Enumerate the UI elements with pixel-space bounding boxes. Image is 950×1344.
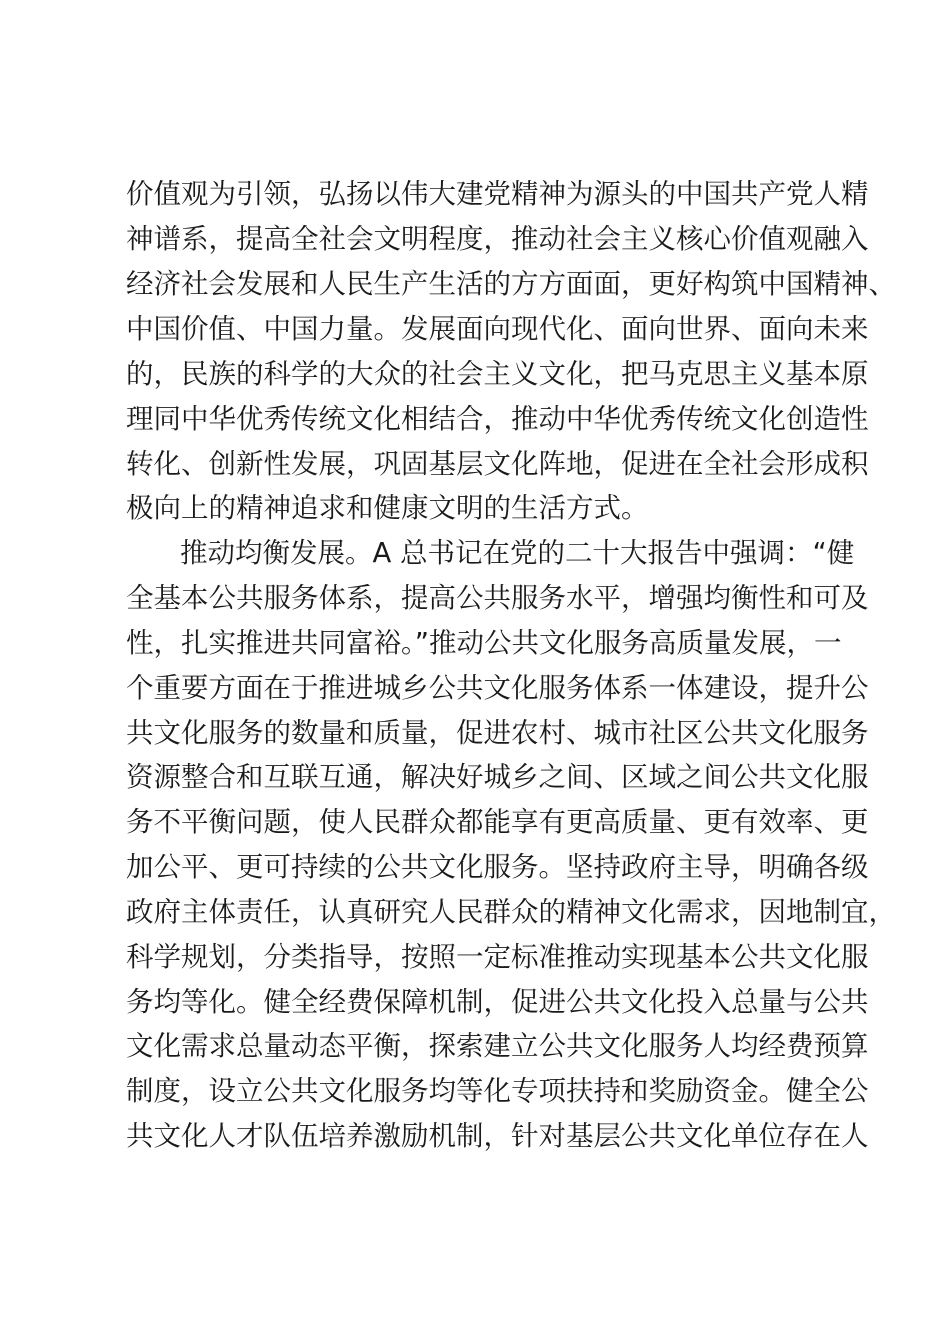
- body-text-line: 政府主体责任，认真研究人民群众的精神文化需求，因地制宜，: [126, 896, 896, 928]
- body-text-line: 共文化人才队伍培养激励机制，针对基层公共文化单位存在人: [126, 1120, 869, 1152]
- body-text-line: 个重要方面在于推进城乡公共文化服务体系一体建设，提升公: [126, 672, 869, 704]
- body-text-line: 文化需求总量动态平衡，探索建立公共文化服务人均经费预算: [126, 1030, 869, 1062]
- body-text-line: 经济社会发展和人民生产生活的方方面面，更好构筑中国精神、: [126, 268, 896, 300]
- body-text-line: 理同中华优秀传统文化相结合，推动中华优秀传统文化创造性: [126, 403, 869, 435]
- body-text-line: 全基本公共服务体系，提高公共服务水平，增强均衡性和可及: [126, 582, 869, 614]
- body-text-line: 务均等化。健全经费保障机制，促进公共文化投入总量与公共: [126, 986, 869, 1018]
- body-text-line: 务不平衡问题，使人民群众都能享有更高质量、更有效率、更: [126, 806, 869, 838]
- body-text-line: 共文化服务的数量和质量，促进农村、城市社区公共文化服务: [126, 717, 869, 749]
- body-text-line: 中国价值、中国力量。发展面向现代化、面向世界、面向未来: [126, 313, 869, 345]
- body-text-line: 转化、创新性发展，巩固基层文化阵地，促进在全社会形成积: [126, 448, 869, 480]
- paragraph-first-line: 推动均衡发展。A 总书记在党的二十大报告中强调：“健: [180, 537, 855, 569]
- body-text-line: 制度，设立公共文化服务均等化专项扶持和奖励资金。健全公: [126, 1075, 869, 1107]
- body-text-line: 极向上的精神追求和健康文明的生活方式。: [126, 492, 649, 524]
- body-text-line: 性，扎实推进共同富裕。”推动公共文化服务高质量发展，一: [126, 627, 842, 659]
- body-text-line: 加公平、更可持续的公共文化服务。坚持政府主导，明确各级: [126, 851, 869, 883]
- body-text-line: 的，民族的科学的大众的社会主义文化，把马克思主义基本原: [126, 358, 869, 390]
- body-text-line: 价值观为引领，弘扬以伟大建党精神为源头的中国共产党人精: [126, 178, 869, 210]
- body-text-line: 资源整合和互联互通，解决好城乡之间、区域之间公共文化服: [126, 761, 869, 793]
- body-text-line: 科学规划，分类指导，按照一定标准推动实现基本公共文化服: [126, 941, 869, 973]
- body-text-line: 神谱系，提高全社会文明程度，推动社会主义核心价值观融入: [126, 223, 869, 255]
